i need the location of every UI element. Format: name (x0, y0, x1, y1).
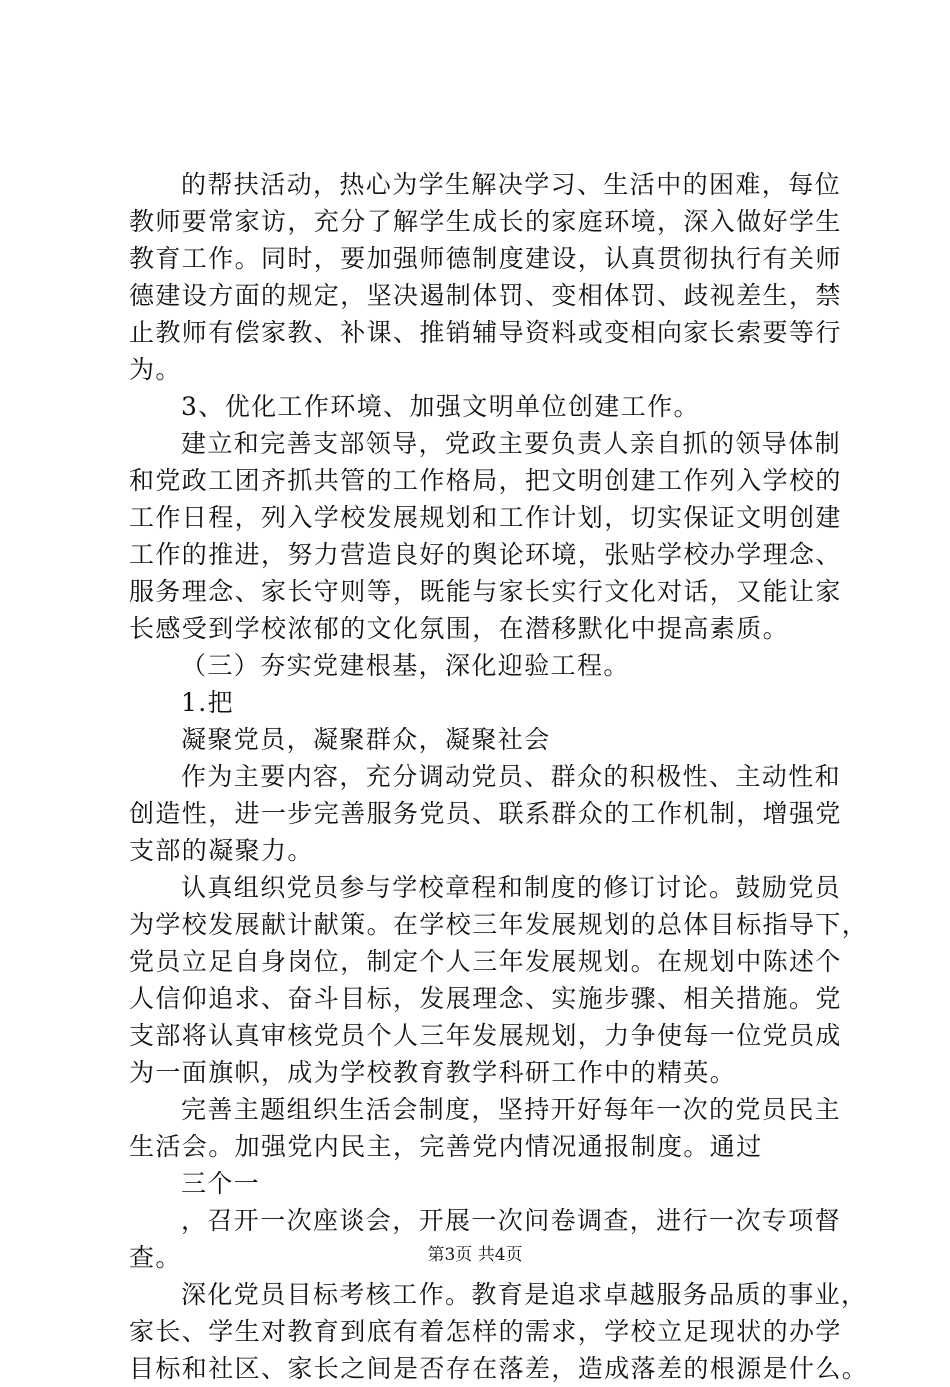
paragraph-line: 创造性，进一步完善服务党员、联系群众的工作机制，增强党 (129, 799, 842, 828)
paragraph-line: 支部的凝聚力。 (129, 836, 314, 865)
paragraph-line: 认真组织党员参与学校章程和制度的修订讨论。鼓励党员 (181, 873, 842, 902)
paragraph-line: 服务理念、家长守则等，既能与家长实行文化对话，又能让家 (129, 577, 842, 606)
paragraph-line: 的帮扶活动，热心为学生解决学习、生活中的困难，每位 (181, 170, 842, 199)
paragraph-line: 查。 (129, 1243, 182, 1272)
paragraph-line: 1.把 (181, 688, 235, 717)
section-heading: 3、优化工作环境、加强文明单位创建工作。 (181, 392, 700, 421)
paragraph-line: 为一面旗帜，成为学校教育教学科研工作中的精英。 (129, 1058, 737, 1087)
paragraph-line: 和党政工团齐抓共管的工作格局，把文明创建工作列入学校的 (129, 466, 842, 495)
paragraph-line: 凝聚党员，凝聚群众，凝聚社会 (181, 725, 551, 754)
paragraph-line: 工作的推进，努力营造良好的舆论环境，张贴学校办学理念、 (129, 540, 842, 569)
paragraph-line: 目标和社区、家长之间是否存在落差，造成落差的根源是什么。 (129, 1354, 869, 1383)
paragraph-line: 建立和完善支部领导，党政主要负责人亲自抓的领导体制 (181, 429, 842, 458)
paragraph-line: 深化党员目标考核工作。教育是追求卓越服务品质的事业， (181, 1280, 868, 1309)
paragraph-line: 德建设方面的规定，坚决遏制体罚、变相体罚、歧视差生，禁 (129, 281, 842, 310)
paragraph-line: 支部将认真审核党员个人三年发展规划，力争使每一位党员成 (129, 1021, 842, 1050)
paragraph-line: 教育工作。同时，要加强师德制度建设，认真贯彻执行有关师 (129, 244, 842, 273)
paragraph-line: 党员立足自身岗位，制定个人三年发展规划。在规划中陈述个 (129, 947, 842, 976)
document-body (129, 166, 869, 1387)
paragraph-line: 止教师有偿家教、补课、推销辅导资料或变相向家长索要等行 (129, 318, 842, 347)
paragraph-line: 为。 (129, 355, 182, 384)
paragraph-line: 长感受到学校浓郁的文化氛围，在潜移默化中提高素质。 (129, 614, 790, 643)
section-heading: （三）夯实党建根基，深化迎验工程。 (181, 651, 630, 680)
paragraph-line: 三个一 (181, 1169, 261, 1198)
paragraph-line: ，召开一次座谈会，开展一次问卷调查，进行一次专项督 (181, 1206, 842, 1235)
paragraph-line: 为学校发展献计献策。在学校三年发展规划的总体目标指导下， (129, 910, 869, 939)
paragraph-line: 完善主题组织生活会制度，坚持开好每年一次的党员民主 (181, 1095, 842, 1124)
paragraph-line: 家长、学生对教育到底有着怎样的需求，学校立足现状的办学 (129, 1317, 842, 1346)
paragraph-line: 工作日程，列入学校发展规划和工作计划，切实保证文明创建 (129, 503, 842, 532)
paragraph-line: 作为主要内容，充分调动党员、群众的积极性、主动性和 (181, 762, 842, 791)
paragraph-line: 教师要常家访，充分了解学生成长的家庭环境，深入做好学生 (129, 207, 842, 236)
page-number-footer: 第3页 共4页 (427, 1245, 523, 1265)
paragraph-line: 人信仰追求、奋斗目标，发展理念、实施步骤、相关措施。党 (129, 984, 842, 1013)
paragraph-line: 生活会。加强党内民主，完善党内情况通报制度。通过 (129, 1132, 763, 1161)
